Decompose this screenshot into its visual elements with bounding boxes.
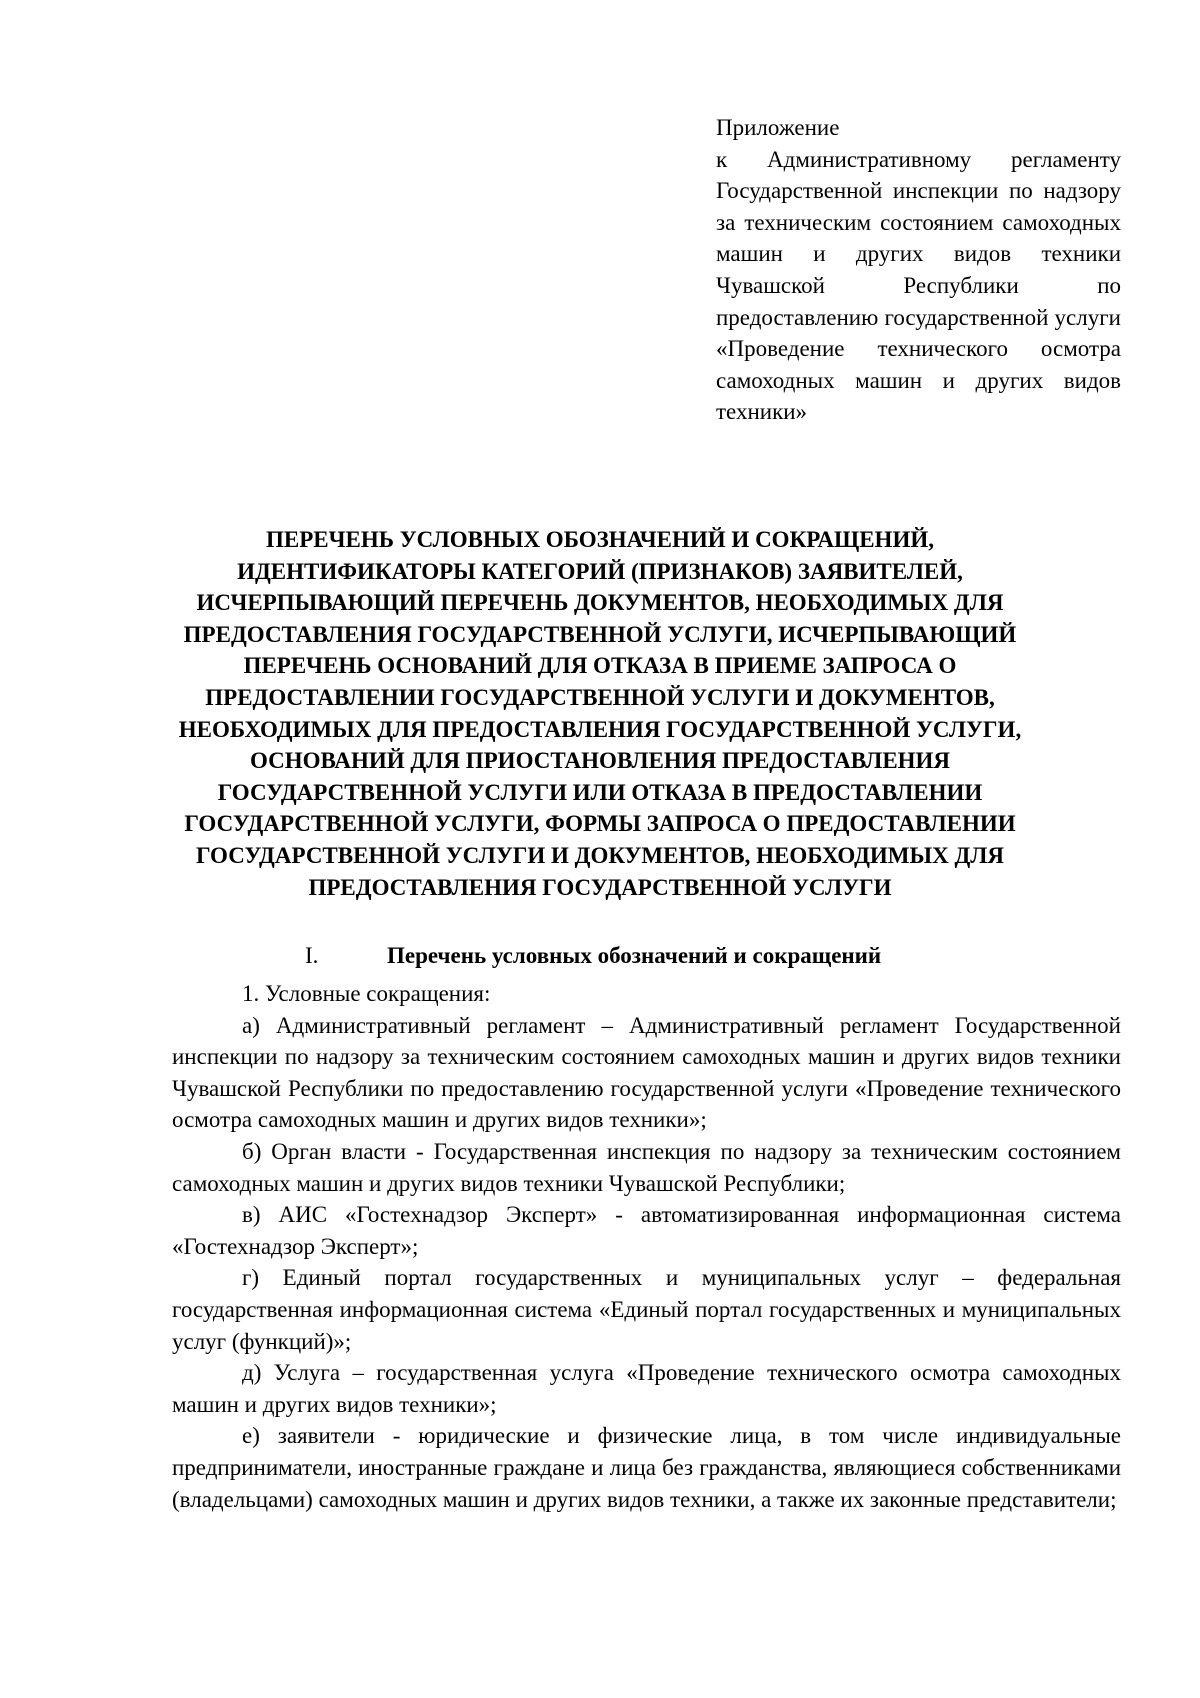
section-title: Перечень условных обозначений и сокращений xyxy=(387,943,882,968)
paragraph-v: в) АИС «Гостехнадзор Эксперт» - автоматизированная информационная система «Гостехнадзор Эксперт»; xyxy=(172,1202,1121,1259)
appendix-body: к Административному регламенту Государственной инспекции по надзору за техническим состоянием самоходных машин и других видов техники Чувашской Республики по предоставлению государственной услуги «Проведение технического осмотра самоходных машин и других видов техники» xyxy=(716,146,1121,425)
paragraph-a: а) Административный регламент – Административный регламент Государственной инспекции по надзору за техническим состоянием самоходных машин и других видов техники Чувашской Республики по предоставлению государственной услуги «Проведение технического осмотра самоходных машин и других видов техники»; xyxy=(172,1012,1121,1133)
paragraph-d: д) Услуга – государственная услуга «Проведение технического осмотра самоходных машин и других видов техники»; xyxy=(172,1360,1121,1417)
body-text xyxy=(172,978,1121,1515)
paragraph-b: б) Орган власти - Государственная инспекция по надзору за техническим состоянием самоходных машин и других видов техники Чувашской Республики; xyxy=(172,1138,1121,1196)
paragraph-1: 1. Условные сокращения: xyxy=(242,981,491,1006)
appendix-title: Приложение xyxy=(716,115,840,140)
paragraph-g: г) Единый портал государственных и муниципальных услуг – федеральная государственная информационная система «Единый портал государственных и муниципальных услуг (функций)»; xyxy=(172,1265,1121,1354)
appendix-block xyxy=(716,112,1121,428)
paragraph-e: е) заявители - юридические и физические лица, в том числе индивидуальные предприниматели, иностранные граждане и лица без гражданства, являющиеся собственниками (владельцами) самоходных машин и других видов техники, а также их законные представители; xyxy=(172,1423,1121,1512)
section-number: I. xyxy=(305,943,319,968)
main-heading: ПЕРЕЧЕНЬ УСЛОВНЫХ ОБОЗНАЧЕНИЙ И СОКРАЩЕНИЙ, ИДЕНТИФИКАТОРЫ КАТЕГОРИЙ (ПРИЗНАКОВ) ЗАЯВИТЕЛЕЙ, ИСЧЕРПЫВАЮЩИЙ ПЕРЕЧЕНЬ ДОКУМЕНТОВ, НЕОБХОДИМЫХ ДЛЯ ПРЕДОСТАВЛЕНИЯ ГОСУДАРСТВЕННОЙ УСЛУГИ, ИСЧЕРПЫВАЮЩИЙ ПЕРЕЧЕНЬ ОСНОВАНИЙ ДЛЯ ОТКАЗА В ПРИЕМЕ ЗАПРОСА О ПРЕДОСТАВЛЕНИИ ГОСУДАРСТВЕННОЙ УСЛУГИ И ДОКУМЕНТОВ, НЕОБХОДИМЫХ ДЛЯ ПРЕДОСТАВЛЕНИЯ ГОСУДАРСТВЕННОЙ УСЛУГИ, ОСНОВАНИЙ ДЛЯ ПРИОСТАНОВЛЕНИЯ ПРЕДОСТАВЛЕНИЯ ГОСУДАРСТВЕННОЙ УСЛУГИ ИЛИ ОТКАЗА В ПРЕДОСТАВЛЕНИИ ГОСУДАРСТВЕННОЙ УСЛУГИ, ФОРМЫ ЗАПРОСА О ПРЕДОСТАВЛЕНИИ ГОСУДАРСТВЕННОЙ УСЛУГИ И ДОКУМЕНТОВ, НЕОБХОДИМЫХ ДЛЯ ПРЕДОСТАВЛЕНИЯ ГОСУДАРСТВЕННОЙ УСЛУГИ xyxy=(178,527,1022,900)
